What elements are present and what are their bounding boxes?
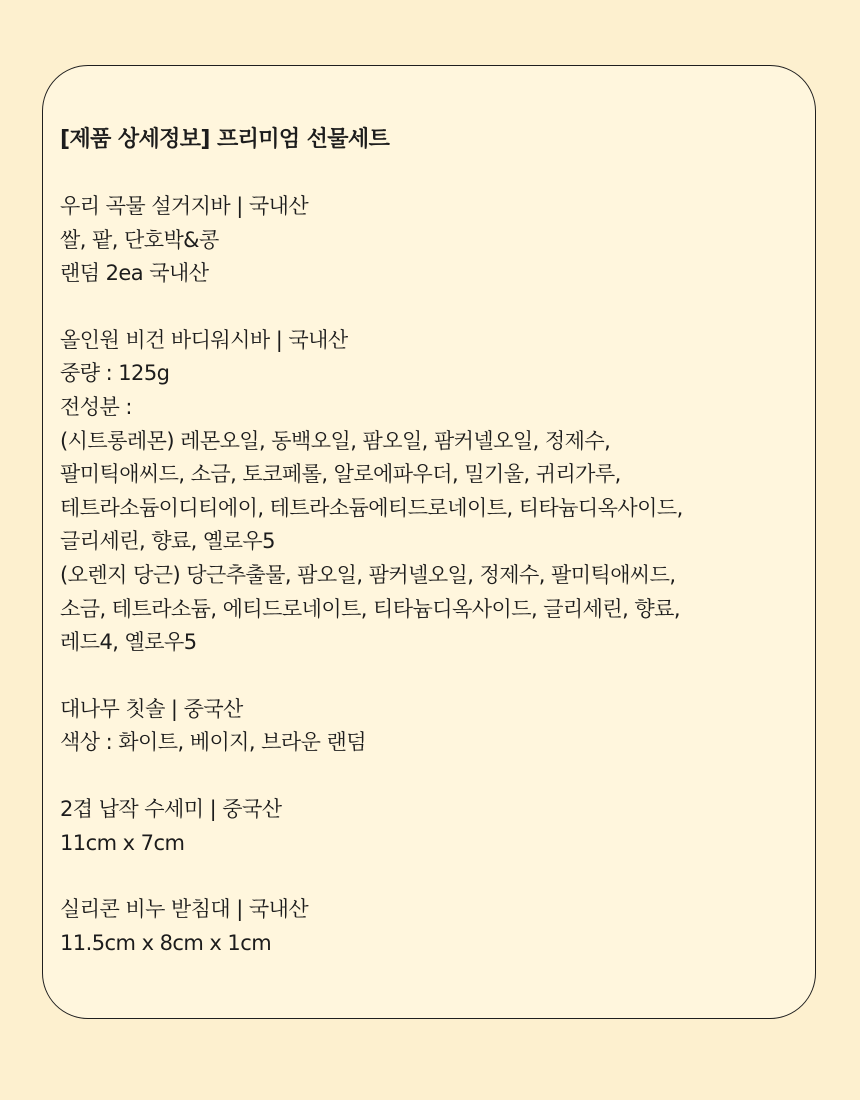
product-name: 2겹 납작 수세미 | 중국산 [60,796,282,821]
product-dish-soap-bar [60,190,799,291]
product-details-card [42,65,816,1019]
product-colors: 색상 : 화이트, 베이지, 브라운 랜덤 [60,730,366,755]
product-size: 11.5cm x 8cm x 1cm [60,930,272,955]
product-quantity: 랜덤 2ea 국내산 [60,261,209,286]
product-scrubber [60,793,799,860]
ingredients-line: 글리세린, 향료, 옐로우5 [60,529,275,554]
product-weight: 중량 : 125g [60,361,170,386]
product-name: 대나무 칫솔 | 중국산 [60,696,243,721]
product-size: 11cm x 7cm [60,830,185,855]
ingredients-line: (오렌지 당근) 당근추출물, 팜오일, 팜커넬오일, 정제수, 팔미틱애씨드, [60,562,676,587]
product-body-wash-bar [60,324,799,660]
ingredients-line: 레드4, 옐로우5 [60,630,197,655]
product-name: 우리 곡물 설거지바 | 국내산 [60,194,309,218]
product-soap-dish [60,893,799,960]
product-name: 실리콘 비누 받침대 | 국내산 [60,897,309,922]
ingredients-label: 전성분 : [60,394,132,419]
ingredients-line: 소금, 테트라소듐, 에티드로네이트, 티타늄디옥사이드, 글리세린, 향료, [60,596,680,621]
ingredients-line: 팔미틱애씨드, 소금, 토코페롤, 알로에파우더, 밀기울, 귀리가루, [60,462,621,487]
ingredients-line: 테트라소듐이디티에이, 테트라소듐에티드로네이트, 티타늄디옥사이드, [60,495,683,520]
product-bamboo-toothbrush [60,693,799,760]
product-variants: 쌀, 팥, 단호박&콩 [60,227,219,252]
ingredients-line: (시트롱레몬) 레몬오일, 동백오일, 팜오일, 팜커넬오일, 정제수, [60,428,611,453]
page-title: [제품 상세정보] 프리미엄 선물세트 [60,127,390,152]
product-name: 올인원 비건 바디워시바 | 국내산 [60,327,348,352]
